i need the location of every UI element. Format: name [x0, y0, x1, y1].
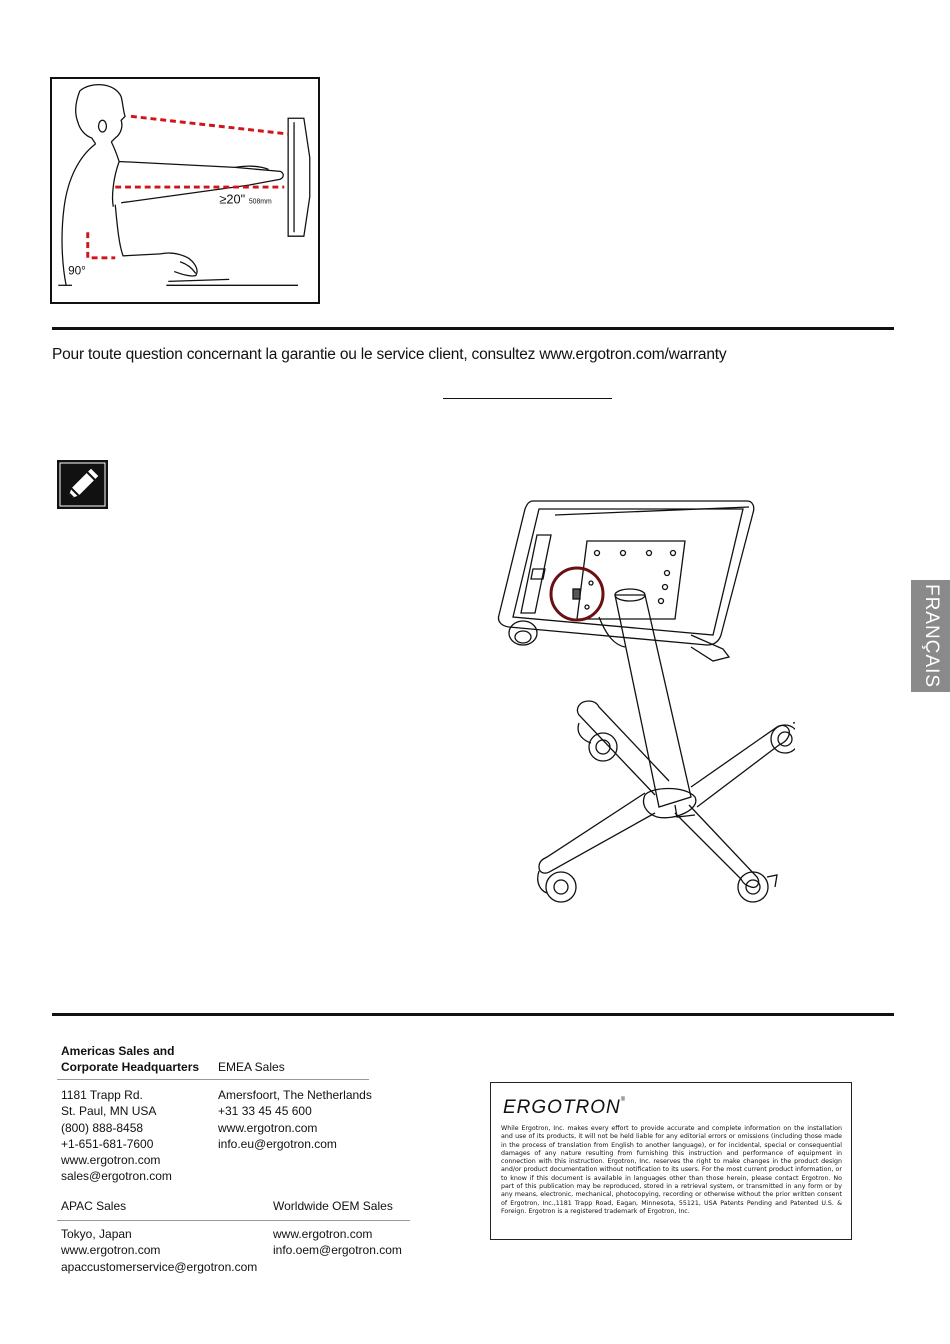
emea-details — [218, 1087, 372, 1152]
contact-line: sales@ergotron.com — [61, 1169, 172, 1184]
contact-line: St. Paul, MN USA — [61, 1104, 157, 1119]
warranty-notice: Pour toute question concernant la garantie ou le service client, consultez www.ergotron.com/warranty — [52, 346, 727, 363]
contact-line: +1-651-681-7600 — [61, 1136, 154, 1151]
contact-line: 1181 Trapp Rd. — [61, 1088, 143, 1102]
contact-line: www.ergotron.com — [61, 1153, 161, 1168]
mobile-cart-illustration — [495, 495, 795, 915]
contact-line: Tokyo, Japan — [61, 1227, 132, 1241]
americas-heading-line2: Corporate Headquarters — [61, 1060, 200, 1075]
note-pencil-icon — [57, 460, 108, 509]
distance-mm-label: 508mm — [248, 198, 272, 206]
language-tab — [911, 580, 950, 692]
contact-line: Amersfoort, The Netherlands — [218, 1088, 372, 1102]
americas-heading — [61, 1043, 199, 1076]
oem-details — [273, 1226, 402, 1259]
contact-divider-1 — [57, 1079, 369, 1080]
legal-disclaimer-text: While Ergotron, Inc. makes every effort to provide accurate and complete information on the installation and use of its products, it will not be held liable for any editorial errors or omissions (including those made in the process of translation from English to another language), or for incidental, special or consequential damages of any nature resulting from furnishing this instruction and performance of equipment in connection with this instruction. Ergotron, Inc. reserves the right to make changes in the product design and/or product documentation without notification to its users. For the most current product information, or to know if this document is available in languages other than those herein, please contact Ergotron. No part of this publication may be reproduced, stored in a retrieval system, or transmitted in any form or by any means, electronic, mechanical, photocopying, recording or otherwise without the prior written consent of Ergotron, Inc.,1181 Trapp Road, Eagan, Minnesota, 55121, USA Patents Pending and Patented U.S. & Foreign. Ergotron is a registered trademark of Ergotron, Inc. — [501, 1125, 842, 1215]
apac-details — [61, 1226, 257, 1275]
emea-heading: EMEA Sales — [218, 1060, 285, 1074]
oem-heading: Worldwide OEM Sales — [273, 1199, 393, 1213]
apac-heading: APAC Sales — [61, 1199, 127, 1213]
short-divider — [443, 398, 612, 399]
contact-line: +31 33 45 45 600 — [218, 1104, 312, 1119]
contact-line: info.oem@ergotron.com — [273, 1243, 402, 1258]
contact-line: www.ergotron.com — [218, 1120, 318, 1135]
contact-line: apaccustomerservice@ergotron.com — [61, 1259, 258, 1274]
contact-line: info.eu@ergotron.com — [218, 1136, 337, 1151]
americas-heading-line1: Americas Sales and — [61, 1044, 175, 1058]
angle-label: 90° — [68, 264, 86, 278]
contact-line: www.ergotron.com — [273, 1227, 373, 1241]
distance-label: ≥20" — [219, 191, 246, 207]
section-divider-top — [52, 327, 894, 330]
contact-line: www.ergotron.com — [61, 1243, 161, 1258]
legal-disclaimer-box — [490, 1082, 852, 1240]
ergotron-logo-text: ERGOTRON — [503, 1097, 621, 1118]
contact-divider-2 — [57, 1220, 410, 1221]
americas-details — [61, 1087, 172, 1185]
section-divider-bottom — [52, 1013, 894, 1016]
language-tab-label: FRANÇAIS — [920, 583, 942, 689]
contact-line: (800) 888-8458 — [61, 1120, 144, 1135]
ergotron-logo: ERGOTRON® — [503, 1097, 627, 1118]
ergonomics-illustration — [50, 77, 320, 304]
